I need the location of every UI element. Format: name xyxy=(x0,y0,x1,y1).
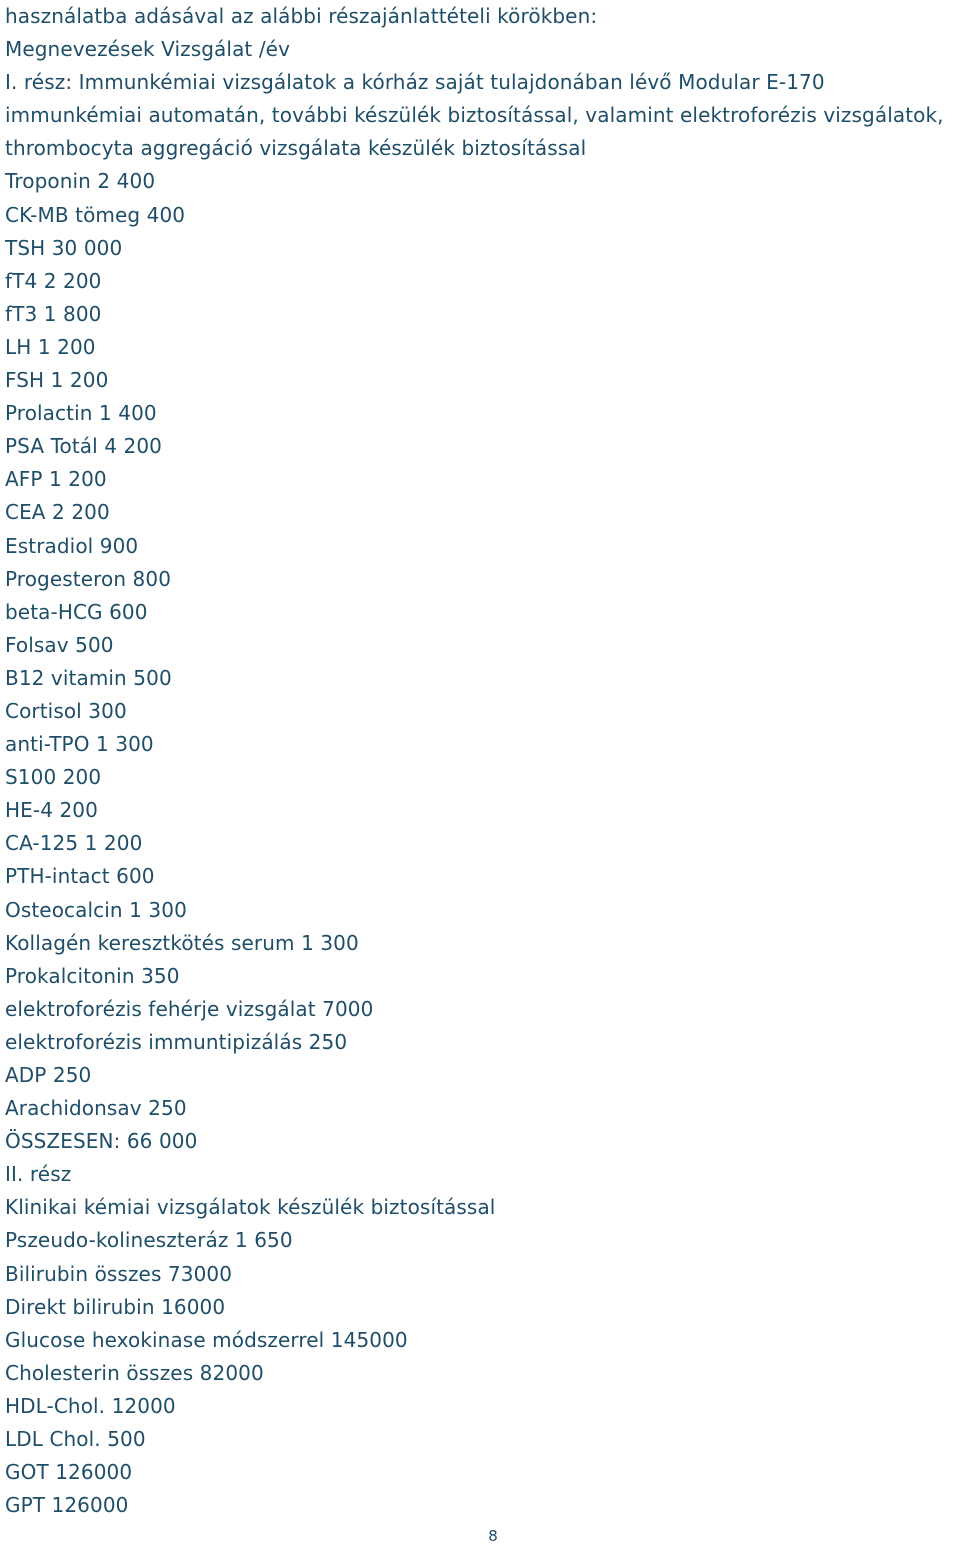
list-item: HDL-Chol. 12000 xyxy=(5,1393,176,1418)
total-line: ÖSSZESEN: 66 000 xyxy=(5,1129,198,1154)
list-item: anti-TPO 1 300 xyxy=(5,732,154,757)
list-item: elektroforézis fehérje vizsgálat 7000 xyxy=(5,996,374,1021)
list-item: LH 1 200 xyxy=(5,334,96,359)
page-number: 8 xyxy=(488,1527,498,1545)
list-item: LDL Chol. 500 xyxy=(5,1427,146,1452)
section-subheading: Klinikai kémiai vizsgálatok készülék biztosítással xyxy=(5,1195,496,1220)
section-heading: I. rész: Immunkémiai vizsgálatok a kórház saját tulajdonában lévő Modular E-170 xyxy=(5,70,825,95)
list-item: FSH 1 200 xyxy=(5,368,109,393)
list-item: Cortisol 300 xyxy=(5,698,127,723)
list-item: elektroforézis immuntipizálás 250 xyxy=(5,1029,348,1054)
text-line: Megnevezések Vizsgálat /év xyxy=(5,37,291,62)
list-item: CK-MB tömeg 400 xyxy=(5,202,186,227)
list-item: AFP 1 200 xyxy=(5,467,107,492)
list-item: Prolactin 1 400 xyxy=(5,401,157,426)
list-item: HE-4 200 xyxy=(5,798,98,823)
list-item: Arachidonsav 250 xyxy=(5,1096,187,1121)
list-item: fT4 2 200 xyxy=(5,268,102,293)
text-line: használatba adásával az alábbi részajánlattételi körökben: xyxy=(5,4,598,28)
list-item: ADP 250 xyxy=(5,1063,92,1087)
list-item: PSA Totál 4 200 xyxy=(5,434,162,459)
list-item: TSH 30 000 xyxy=(5,235,123,260)
list-item: B12 vitamin 500 xyxy=(5,665,172,690)
list-item: Folsav 500 xyxy=(5,632,114,657)
list-item: beta-HCG 600 xyxy=(5,599,148,624)
list-item: Pszeudo-kolineszteráz 1 650 xyxy=(5,1228,293,1253)
list-item: GOT 126000 xyxy=(5,1460,133,1485)
list-item: fT3 1 800 xyxy=(5,301,102,326)
list-item: Glucose hexokinase módszerrel 145000 xyxy=(5,1327,408,1352)
list-item: Bilirubin összes 73000 xyxy=(5,1261,233,1286)
list-item: Prokalcitonin 350 xyxy=(5,963,180,988)
list-item: Direkt bilirubin 16000 xyxy=(5,1294,226,1319)
list-item: Troponin 2 400 xyxy=(5,169,156,194)
document-body xyxy=(5,0,945,1522)
list-item: S100 200 xyxy=(5,765,102,790)
list-item: Kollagén keresztkötés serum 1 300 xyxy=(5,930,359,955)
list-item: Estradiol 900 xyxy=(5,533,139,558)
list-item: Osteocalcin 1 300 xyxy=(5,897,187,922)
text-line: thrombocyta aggregáció vizsgálata készülék biztosítással xyxy=(5,136,587,161)
list-item: PTH-intact 600 xyxy=(5,864,155,889)
list-item: GPT 126000 xyxy=(5,1493,129,1518)
list-item: Cholesterin összes 82000 xyxy=(5,1360,264,1385)
list-item: CA-125 1 200 xyxy=(5,831,143,856)
list-item: Progesteron 800 xyxy=(5,566,172,591)
list-item: CEA 2 200 xyxy=(5,500,110,525)
section-heading: II. rész xyxy=(5,1162,72,1187)
text-line: immunkémiai automatán, további készülék biztosítással, valamint elektroforézis vizsgálatok, xyxy=(5,103,944,128)
